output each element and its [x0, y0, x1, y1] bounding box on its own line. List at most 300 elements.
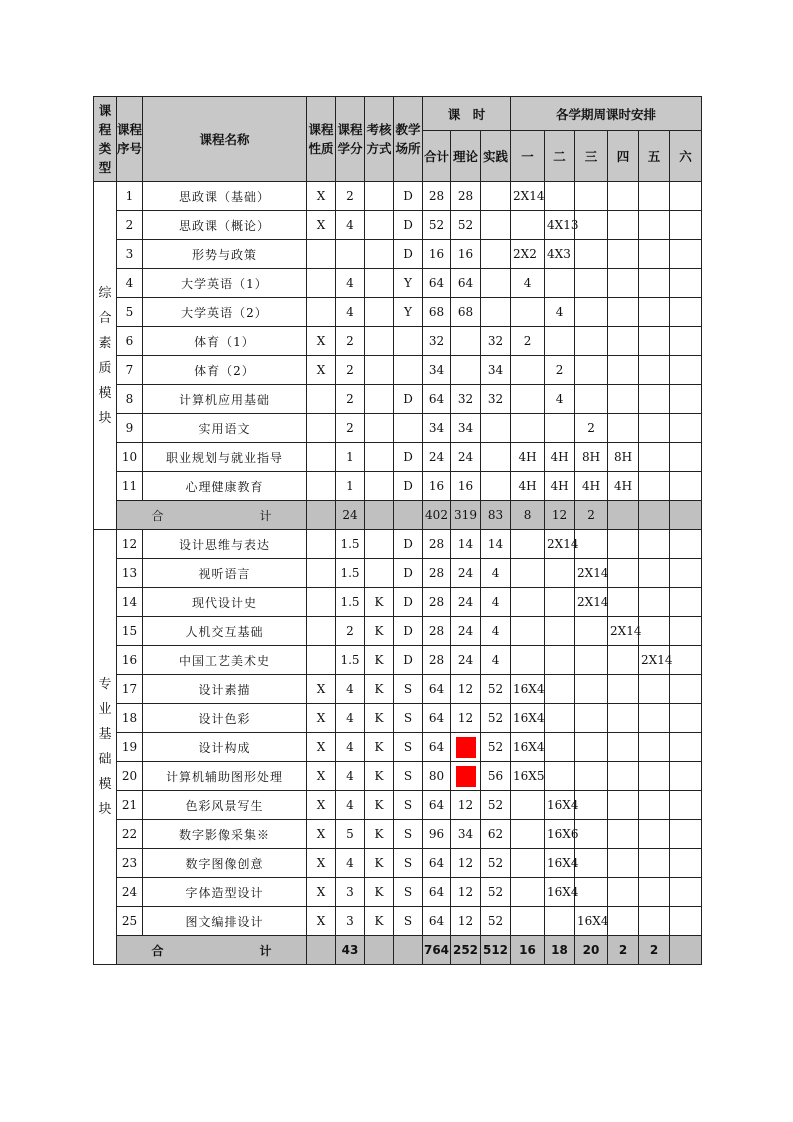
header-term: 六 [670, 131, 702, 182]
term-5-cell [639, 182, 670, 211]
term-3-cell: 2 [575, 414, 608, 443]
seq-cell: 24 [117, 878, 143, 907]
hours-theory-cell: 64 [451, 269, 481, 298]
term-3-cell [575, 878, 608, 907]
seq-cell: 20 [117, 762, 143, 791]
term-2-cell: 16X4 [545, 849, 575, 878]
venue-cell: D [394, 211, 423, 240]
term-2-cell [545, 588, 575, 617]
hours-theory-cell: 12 [451, 907, 481, 936]
header-exam: 考核方式 [365, 97, 394, 182]
summary-label: 合 计 [151, 508, 272, 523]
table-row [94, 472, 702, 501]
table-row [94, 762, 702, 791]
nature-cell: X [307, 182, 336, 211]
venue-cell: D [394, 182, 423, 211]
term-3-cell [575, 762, 608, 791]
term-1-cell: 2X2 [511, 240, 545, 269]
module1-body [94, 182, 702, 530]
hours-practice-cell [481, 240, 511, 269]
term-5-cell [639, 414, 670, 443]
term-1-cell [511, 878, 545, 907]
seq-cell: 25 [117, 907, 143, 936]
seq-cell: 19 [117, 733, 143, 762]
term-6-cell [670, 588, 702, 617]
venue-cell [394, 414, 423, 443]
term-3-cell [575, 704, 608, 733]
table-row [94, 907, 702, 936]
summary-label-cell [117, 501, 307, 530]
exam-cell: K [365, 907, 394, 936]
hours-total-cell: 64 [423, 385, 451, 414]
term-2-cell: 4X3 [545, 240, 575, 269]
venue-cell: D [394, 443, 423, 472]
course-schedule-table [93, 96, 702, 965]
hours-total-cell: 34 [423, 356, 451, 385]
credit-cell: 2 [336, 617, 365, 646]
course-name-cell: 形势与政策 [143, 240, 307, 269]
term-1-cell [511, 414, 545, 443]
term-1-cell: 4H [511, 443, 545, 472]
term-4-cell [608, 559, 639, 588]
term-5-cell [639, 385, 670, 414]
hours-practice-cell [481, 269, 511, 298]
summary-nature-cell [307, 501, 336, 530]
hours-total-cell: 28 [423, 559, 451, 588]
term-6-cell [670, 675, 702, 704]
summary-term-2-cell: 12 [545, 501, 575, 530]
term-5-cell [639, 733, 670, 762]
term-5-cell [639, 559, 670, 588]
exam-cell: K [365, 791, 394, 820]
summary-label: 合 计 [151, 943, 272, 958]
term-2-cell [545, 675, 575, 704]
redaction-mark [456, 766, 476, 787]
term-2-cell [545, 269, 575, 298]
hours-total-cell: 52 [423, 211, 451, 240]
summary-hours-theory-cell: 252 [451, 936, 481, 965]
hours-practice-cell: 52 [481, 849, 511, 878]
term-5-cell [639, 849, 670, 878]
nature-cell [307, 530, 336, 559]
summary-term-5-cell: 2 [639, 936, 670, 965]
term-3-cell [575, 240, 608, 269]
term-1-cell [511, 298, 545, 327]
hours-total-cell: 28 [423, 646, 451, 675]
credit-cell: 2 [336, 356, 365, 385]
term-2-cell [545, 907, 575, 936]
hours-theory-cell: 12 [451, 849, 481, 878]
nature-cell [307, 385, 336, 414]
nature-cell: X [307, 791, 336, 820]
term-3-cell [575, 646, 608, 675]
hours-total-cell: 64 [423, 878, 451, 907]
header-category: 课程类型 [94, 97, 117, 182]
term-4-cell [608, 269, 639, 298]
summary-row [94, 501, 702, 530]
seq-cell: 10 [117, 443, 143, 472]
term-5-cell [639, 588, 670, 617]
hours-theory-cell: 24 [451, 646, 481, 675]
term-3-cell [575, 269, 608, 298]
table-row [94, 820, 702, 849]
course-name-cell: 大学英语（2） [143, 298, 307, 327]
term-3-cell: 2X14 [575, 559, 608, 588]
term-1-cell: 2 [511, 327, 545, 356]
seq-cell: 2 [117, 211, 143, 240]
term-3-cell [575, 820, 608, 849]
header-hours-theory: 理论 [451, 131, 481, 182]
seq-cell: 21 [117, 791, 143, 820]
hours-theory-cell: 52 [451, 211, 481, 240]
term-3-cell: 16X4 [575, 907, 608, 936]
credit-cell: 4 [336, 269, 365, 298]
term-4-cell [608, 820, 639, 849]
summary-credit-cell: 43 [336, 936, 365, 965]
credit-cell: 4 [336, 791, 365, 820]
term-4-cell: 4H [608, 472, 639, 501]
seq-cell: 18 [117, 704, 143, 733]
venue-cell [394, 356, 423, 385]
term-3-cell [575, 327, 608, 356]
credit-cell: 4 [336, 849, 365, 878]
term-4-cell [608, 182, 639, 211]
seq-cell: 1 [117, 182, 143, 211]
venue-cell: S [394, 704, 423, 733]
term-5-cell [639, 356, 670, 385]
term-3-cell [575, 298, 608, 327]
term-6-cell [670, 907, 702, 936]
hours-practice-cell: 4 [481, 559, 511, 588]
table-row [94, 733, 702, 762]
exam-cell: K [365, 588, 394, 617]
exam-cell [365, 182, 394, 211]
exam-cell [365, 269, 394, 298]
hours-practice-cell [481, 472, 511, 501]
term-1-cell: 2X14 [511, 182, 545, 211]
term-6-cell [670, 878, 702, 907]
venue-cell [394, 327, 423, 356]
nature-cell [307, 617, 336, 646]
term-6-cell [670, 704, 702, 733]
term-3-cell [575, 733, 608, 762]
exam-cell [365, 211, 394, 240]
term-2-cell: 4 [545, 385, 575, 414]
term-2-cell [545, 414, 575, 443]
term-5-cell [639, 820, 670, 849]
summary-exam-cell [365, 501, 394, 530]
exam-cell [365, 298, 394, 327]
hours-total-cell: 32 [423, 327, 451, 356]
term-2-cell: 4 [545, 298, 575, 327]
term-4-cell [608, 530, 639, 559]
hours-theory-cell: 68 [451, 298, 481, 327]
hours-theory-cell [451, 733, 481, 762]
venue-cell: D [394, 559, 423, 588]
hours-theory-cell [451, 762, 481, 791]
term-4-cell [608, 211, 639, 240]
seq-cell: 12 [117, 530, 143, 559]
term-2-cell: 16X6 [545, 820, 575, 849]
table-row [94, 646, 702, 675]
exam-cell: K [365, 617, 394, 646]
course-name-cell: 数字影像采集※ [143, 820, 307, 849]
table-row [94, 414, 702, 443]
hours-theory-cell: 12 [451, 878, 481, 907]
exam-cell [365, 240, 394, 269]
credit-cell: 4 [336, 762, 365, 791]
term-5-cell [639, 907, 670, 936]
seq-cell: 4 [117, 269, 143, 298]
term-2-cell: 2X14 [545, 530, 575, 559]
venue-cell: D [394, 385, 423, 414]
summary-hours-total-cell: 764 [423, 936, 451, 965]
term-2-cell [545, 704, 575, 733]
term-5-cell: 2X14 [639, 646, 670, 675]
summary-hours-theory-cell: 319 [451, 501, 481, 530]
nature-cell [307, 269, 336, 298]
term-1-cell [511, 791, 545, 820]
summary-hours-practice-cell: 83 [481, 501, 511, 530]
exam-cell [365, 530, 394, 559]
term-6-cell [670, 327, 702, 356]
credit-cell: 2 [336, 327, 365, 356]
venue-cell: S [394, 820, 423, 849]
hours-total-cell: 64 [423, 907, 451, 936]
seq-cell: 14 [117, 588, 143, 617]
hours-practice-cell [481, 414, 511, 443]
term-1-cell: 16X4 [511, 733, 545, 762]
hours-total-cell: 16 [423, 472, 451, 501]
term-6-cell [670, 762, 702, 791]
term-3-cell: 4H [575, 472, 608, 501]
hours-practice-cell: 52 [481, 675, 511, 704]
exam-cell: K [365, 762, 394, 791]
course-name-cell: 色彩风景写生 [143, 791, 307, 820]
hours-theory-cell: 24 [451, 617, 481, 646]
hours-practice-cell [481, 182, 511, 211]
term-1-cell: 4H [511, 472, 545, 501]
table-row [94, 182, 702, 211]
term-5-cell [639, 443, 670, 472]
course-name-cell: 视听语言 [143, 559, 307, 588]
venue-cell: S [394, 791, 423, 820]
credit-cell: 2 [336, 414, 365, 443]
table-row [94, 617, 702, 646]
course-name-cell: 大学英语（1） [143, 269, 307, 298]
header-venue: 教学场所 [394, 97, 423, 182]
venue-cell: S [394, 849, 423, 878]
term-4-cell [608, 878, 639, 907]
hours-practice-cell [481, 443, 511, 472]
header-term: 四 [608, 131, 639, 182]
hours-theory-cell: 16 [451, 240, 481, 269]
exam-cell [365, 414, 394, 443]
term-1-cell: 16X4 [511, 704, 545, 733]
summary-term-3-cell: 20 [575, 936, 608, 965]
term-1-cell: 16X5 [511, 762, 545, 791]
term-4-cell [608, 849, 639, 878]
seq-cell: 13 [117, 559, 143, 588]
header-seq: 课程序号 [117, 97, 143, 182]
summary-term-6-cell [670, 501, 702, 530]
term-1-cell: 16X4 [511, 675, 545, 704]
term-4-cell [608, 791, 639, 820]
credit-cell: 3 [336, 878, 365, 907]
table-row [94, 443, 702, 472]
hours-total-cell: 24 [423, 443, 451, 472]
exam-cell: K [365, 704, 394, 733]
hours-theory-cell [451, 327, 481, 356]
header-term: 三 [575, 131, 608, 182]
seq-cell: 11 [117, 472, 143, 501]
nature-cell: X [307, 675, 336, 704]
hours-practice-cell: 56 [481, 762, 511, 791]
term-6-cell [670, 211, 702, 240]
course-name-cell: 计算机辅助图形处理 [143, 762, 307, 791]
venue-cell: D [394, 530, 423, 559]
header-schedule: 各学期周课时安排 [511, 97, 702, 131]
hours-practice-cell: 62 [481, 820, 511, 849]
term-6-cell [670, 559, 702, 588]
summary-row [94, 936, 702, 965]
credit-cell: 1.5 [336, 559, 365, 588]
term-5-cell [639, 327, 670, 356]
summary-hours-total-cell: 402 [423, 501, 451, 530]
category-label: 专业基础模块 [98, 677, 112, 817]
hours-theory-cell: 12 [451, 675, 481, 704]
term-2-cell [545, 617, 575, 646]
term-1-cell [511, 559, 545, 588]
module2-body [94, 530, 702, 965]
credit-cell: 4 [336, 733, 365, 762]
course-name-cell: 中国工艺美术史 [143, 646, 307, 675]
header-credit: 课程学分 [336, 97, 365, 182]
term-1-cell [511, 849, 545, 878]
term-5-cell [639, 704, 670, 733]
course-name-cell: 心理健康教育 [143, 472, 307, 501]
credit-cell: 4 [336, 298, 365, 327]
venue-cell: S [394, 733, 423, 762]
term-1-cell [511, 530, 545, 559]
term-6-cell [670, 733, 702, 762]
exam-cell: K [365, 646, 394, 675]
term-4-cell: 2X14 [608, 617, 639, 646]
term-1-cell [511, 385, 545, 414]
hours-theory-cell: 34 [451, 414, 481, 443]
header-hours: 课 时 [423, 97, 511, 131]
hours-practice-cell: 32 [481, 327, 511, 356]
course-name-cell: 图文编排设计 [143, 907, 307, 936]
table-row [94, 211, 702, 240]
course-name-cell: 设计色彩 [143, 704, 307, 733]
term-4-cell [608, 414, 639, 443]
table-row [94, 327, 702, 356]
table-row [94, 530, 702, 559]
venue-cell: D [394, 472, 423, 501]
term-4-cell [608, 733, 639, 762]
term-4-cell [608, 907, 639, 936]
exam-cell: K [365, 733, 394, 762]
nature-cell: X [307, 878, 336, 907]
exam-cell [365, 443, 394, 472]
term-1-cell [511, 907, 545, 936]
summary-term-5-cell [639, 501, 670, 530]
term-3-cell [575, 385, 608, 414]
header-nature: 课程性质 [307, 97, 336, 182]
term-1-cell [511, 356, 545, 385]
category-label: 综合素质模块 [98, 285, 112, 426]
term-3-cell: 2X14 [575, 588, 608, 617]
term-2-cell [545, 182, 575, 211]
term-5-cell [639, 675, 670, 704]
nature-cell [307, 646, 336, 675]
hours-practice-cell: 4 [481, 617, 511, 646]
credit-cell: 5 [336, 820, 365, 849]
nature-cell: X [307, 356, 336, 385]
summary-venue-cell [394, 936, 423, 965]
term-6-cell [670, 849, 702, 878]
term-6-cell [670, 820, 702, 849]
course-name-cell: 体育（1） [143, 327, 307, 356]
summary-exam-cell [365, 936, 394, 965]
hours-total-cell: 34 [423, 414, 451, 443]
seq-cell: 16 [117, 646, 143, 675]
hours-theory-cell: 34 [451, 820, 481, 849]
term-6-cell [670, 182, 702, 211]
term-4-cell [608, 588, 639, 617]
term-2-cell: 16X4 [545, 878, 575, 907]
term-5-cell [639, 530, 670, 559]
hours-theory-cell: 14 [451, 530, 481, 559]
hours-theory-cell: 16 [451, 472, 481, 501]
hours-total-cell: 64 [423, 675, 451, 704]
hours-practice-cell [481, 298, 511, 327]
credit-cell: 1.5 [336, 646, 365, 675]
venue-cell: S [394, 762, 423, 791]
term-5-cell [639, 791, 670, 820]
summary-term-6-cell [670, 936, 702, 965]
credit-cell: 1.5 [336, 530, 365, 559]
venue-cell: D [394, 617, 423, 646]
table-row [94, 878, 702, 907]
term-5-cell [639, 269, 670, 298]
credit-cell: 1 [336, 472, 365, 501]
term-3-cell [575, 849, 608, 878]
seq-cell: 7 [117, 356, 143, 385]
table-row [94, 675, 702, 704]
course-name-cell: 设计素描 [143, 675, 307, 704]
term-2-cell [545, 733, 575, 762]
exam-cell [365, 385, 394, 414]
term-4-cell [608, 675, 639, 704]
term-3-cell [575, 530, 608, 559]
term-5-cell [639, 762, 670, 791]
course-name-cell: 设计思维与表达 [143, 530, 307, 559]
hours-practice-cell: 52 [481, 733, 511, 762]
hours-total-cell: 28 [423, 182, 451, 211]
nature-cell [307, 588, 336, 617]
term-4-cell [608, 385, 639, 414]
term-4-cell [608, 762, 639, 791]
term-2-cell [545, 327, 575, 356]
course-name-cell: 体育（2） [143, 356, 307, 385]
summary-term-4-cell [608, 501, 639, 530]
term-5-cell [639, 878, 670, 907]
term-4-cell: 8H [608, 443, 639, 472]
hours-total-cell: 80 [423, 762, 451, 791]
term-1-cell [511, 588, 545, 617]
